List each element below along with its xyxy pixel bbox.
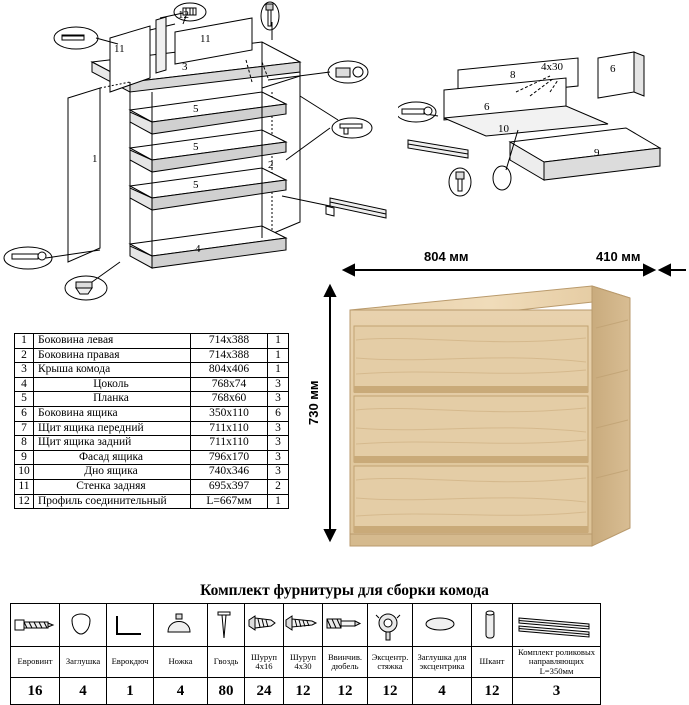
part-number: 4 — [15, 377, 34, 392]
svg-text:1: 1 — [92, 153, 98, 165]
svg-text:8: 8 — [510, 69, 516, 81]
part-size: 714х388 — [191, 334, 268, 349]
hardware-label: Шкант — [472, 647, 513, 678]
part-number: 2 — [15, 348, 34, 363]
svg-text:3: 3 — [182, 61, 188, 73]
part-size: 796х170 — [191, 450, 268, 465]
part-qty: 3 — [268, 465, 289, 480]
wooden-dowel-icon — [472, 604, 513, 647]
slide-rails-icon — [513, 604, 601, 647]
part-number: 1 — [15, 334, 34, 349]
part-size: 768х60 — [191, 392, 268, 407]
part-name: Боковина правая — [34, 348, 191, 363]
svg-text:6: 6 — [610, 63, 616, 75]
euro-screw-icon — [11, 604, 60, 647]
part-qty: 3 — [268, 392, 289, 407]
part-name: Боковина ящика — [34, 406, 191, 421]
hardware-kit-title: Комплект фурнитуры для сборки комода — [200, 582, 489, 599]
hardware-count: 12 — [323, 678, 368, 705]
hardware-label: Шуруп 4х30 — [284, 647, 323, 678]
hardware-count: 1 — [107, 678, 154, 705]
svg-text:9: 9 — [594, 147, 600, 159]
svg-text:12: 12 — [178, 9, 189, 21]
hardware-count: 4 — [154, 678, 208, 705]
table-row — [15, 334, 289, 349]
part-name: Стенка задняя — [34, 479, 191, 494]
hardware-label: Евровинт — [11, 647, 60, 678]
svg-text:5: 5 — [193, 103, 199, 115]
hardware-label: Шуруп 4х16 — [245, 647, 284, 678]
dimension-arrows — [318, 248, 689, 558]
screw-4x30-icon — [284, 604, 323, 647]
hardware-label: Ножка — [154, 647, 208, 678]
allen-key-icon — [107, 604, 154, 647]
table-row — [15, 421, 289, 436]
dimension-depth-label: 410 мм — [596, 249, 641, 264]
hardware-label: Заглушка — [60, 647, 107, 678]
cam-lock-icon — [368, 604, 413, 647]
part-size: 695х397 — [191, 479, 268, 494]
table-row — [15, 348, 289, 363]
hardware-label: Еврокдюч — [107, 647, 154, 678]
table-row — [15, 479, 289, 494]
part-size: 804х406 — [191, 363, 268, 378]
table-row — [15, 377, 289, 392]
hardware-count: 4 — [413, 678, 472, 705]
part-number: 10 — [15, 465, 34, 480]
dowel-screw-icon — [323, 604, 368, 647]
cap-plug-icon — [60, 604, 107, 647]
hardware-count: 4 — [60, 678, 107, 705]
hardware-count: 24 — [245, 678, 284, 705]
hardware-label: Заглушка для эксцентрика — [413, 647, 472, 678]
hardware-label: Эксцентр. стяжка — [368, 647, 413, 678]
hardware-table — [10, 603, 601, 705]
part-number: 11 — [15, 479, 34, 494]
hardware-count: 3 — [513, 678, 601, 705]
table-row — [15, 465, 289, 480]
nail-icon — [208, 604, 245, 647]
part-name: Щит ящика передний — [34, 421, 191, 436]
hardware-label: Гвоздь — [208, 647, 245, 678]
part-name: Профиль соединительный — [34, 494, 191, 509]
svg-text:4х30: 4х30 — [541, 61, 563, 73]
svg-text:5: 5 — [193, 179, 199, 191]
exploded-view-drawer — [398, 30, 689, 220]
part-number: 8 — [15, 436, 34, 451]
svg-text:4: 4 — [195, 243, 201, 255]
hardware-count: 12 — [284, 678, 323, 705]
part-name: Дно ящика — [34, 465, 191, 480]
hardware-count: 16 — [11, 678, 60, 705]
part-qty: 6 — [268, 406, 289, 421]
svg-text:5: 5 — [193, 141, 199, 153]
hardware-count: 12 — [472, 678, 513, 705]
part-qty: 3 — [268, 377, 289, 392]
part-number: 6 — [15, 406, 34, 421]
parts-table — [14, 333, 289, 509]
table-row — [15, 494, 289, 509]
part-qty: 2 — [268, 479, 289, 494]
svg-text:11: 11 — [200, 33, 211, 45]
part-qty: 3 — [268, 421, 289, 436]
dimension-height-label: 730 мм — [306, 380, 321, 425]
part-size: 711х110 — [191, 421, 268, 436]
part-size: 350х110 — [191, 406, 268, 421]
part-name: Цоколь — [34, 377, 191, 392]
foot-icon — [154, 604, 208, 647]
svg-text:11: 11 — [114, 43, 125, 55]
part-name: Боковина левая — [34, 334, 191, 349]
cam-cover-icon — [413, 604, 472, 647]
svg-text:2: 2 — [268, 159, 274, 171]
part-number: 5 — [15, 392, 34, 407]
part-size: 768х74 — [191, 377, 268, 392]
part-qty: 1 — [268, 494, 289, 509]
part-name: Фасад ящика — [34, 450, 191, 465]
part-qty: 1 — [268, 348, 289, 363]
part-qty: 1 — [268, 363, 289, 378]
table-row — [15, 392, 289, 407]
part-number: 9 — [15, 450, 34, 465]
part-number: 7 — [15, 421, 34, 436]
part-size: 711х110 — [191, 436, 268, 451]
part-qty: 3 — [268, 450, 289, 465]
dimension-width-label: 804 мм — [424, 249, 469, 264]
part-name: Щит ящика задний — [34, 436, 191, 451]
part-name: Планка — [34, 392, 191, 407]
hardware-count: 12 — [368, 678, 413, 705]
svg-text:6: 6 — [484, 101, 490, 113]
part-number: 12 — [15, 494, 34, 509]
part-name: Крыша комода — [34, 363, 191, 378]
svg-text:10: 10 — [498, 123, 509, 135]
part-qty: 1 — [268, 334, 289, 349]
table-row — [15, 406, 289, 421]
part-size: 740х346 — [191, 465, 268, 480]
hardware-count: 80 — [208, 678, 245, 705]
screw-4x16-icon — [245, 604, 284, 647]
hardware-label: Комплект роликовых направляющих L=350мм — [513, 647, 601, 678]
hardware-label: Ввинчив. дюбель — [323, 647, 368, 678]
part-size: L=667мм — [191, 494, 268, 509]
table-row — [15, 450, 289, 465]
part-number: 3 — [15, 363, 34, 378]
table-row — [15, 436, 289, 451]
part-size: 714х388 — [191, 348, 268, 363]
part-qty: 3 — [268, 436, 289, 451]
table-row — [15, 363, 289, 378]
